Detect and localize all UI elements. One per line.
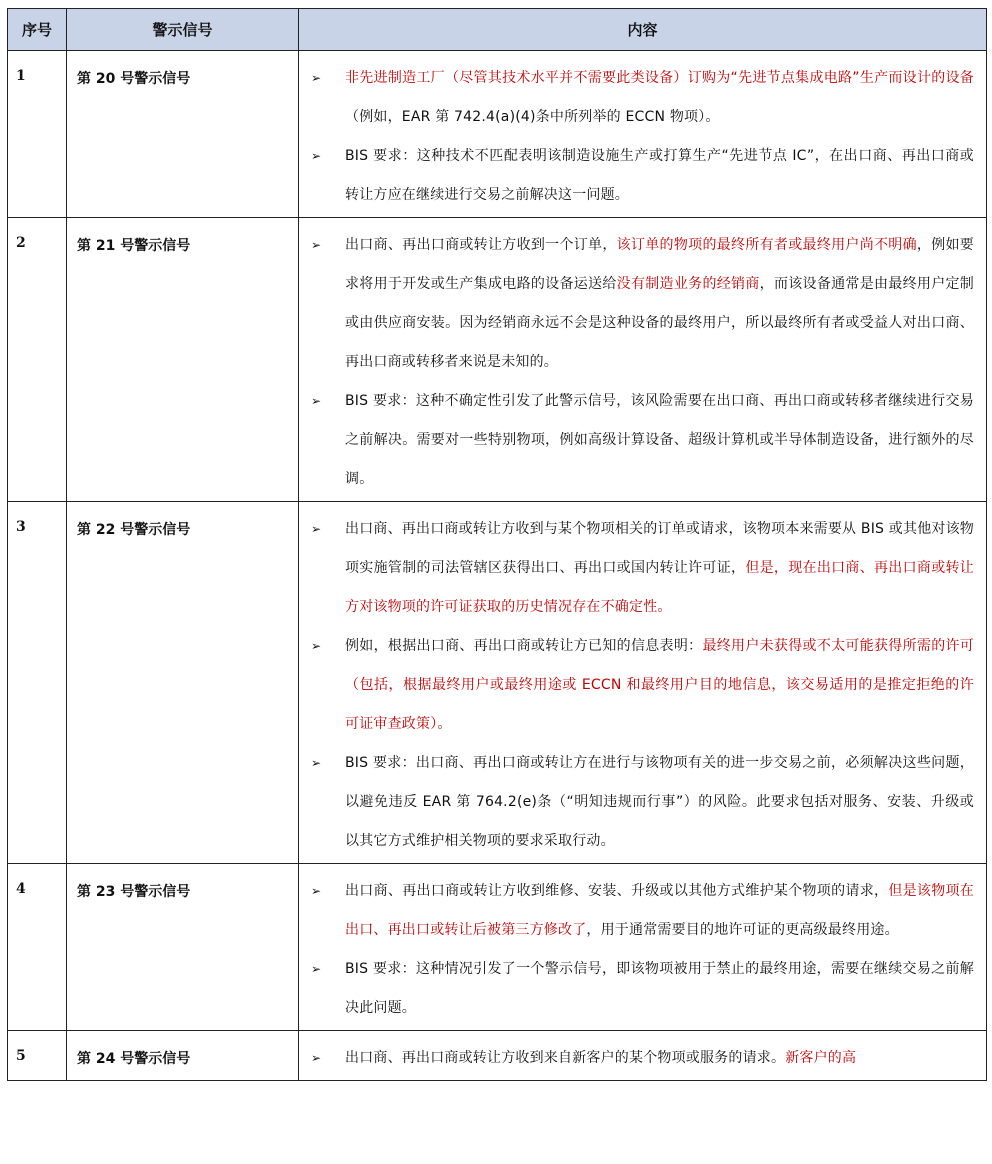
header-num: 序号 bbox=[8, 9, 67, 51]
bullet-text bbox=[345, 510, 974, 627]
bullet-text bbox=[345, 59, 974, 137]
bullet-item bbox=[311, 950, 974, 1028]
signal-title: 第 20 号警示信号 bbox=[67, 51, 299, 218]
bullet-item bbox=[311, 744, 974, 861]
table-body bbox=[8, 51, 987, 1081]
arrow-bullet-icon: ➢ bbox=[311, 71, 322, 85]
arrow-bullet-icon: ➢ bbox=[311, 149, 322, 163]
bullet-text bbox=[345, 950, 974, 1028]
bullet-item bbox=[311, 510, 974, 627]
body-text: BIS 要求：这种情况引发了一个警示信号，即该物项被用于禁止的最终用途，需要在继续交易之前解决此问题。 bbox=[345, 961, 974, 1016]
row-number: 1 bbox=[8, 51, 67, 218]
row-number: 3 bbox=[8, 502, 67, 864]
bullet-text bbox=[345, 872, 974, 950]
bullet-item bbox=[311, 59, 974, 137]
table-row bbox=[8, 51, 987, 218]
row-number: 5 bbox=[8, 1031, 67, 1081]
body-text: 出口商、再出口商或转让方收到一个订单， bbox=[345, 237, 617, 253]
row-number: 2 bbox=[8, 218, 67, 502]
bullet-item bbox=[311, 1039, 974, 1078]
table-row bbox=[8, 218, 987, 502]
highlighted-text: 但是该物项在出口、再出口或转让后被第三方修改了 bbox=[345, 883, 974, 938]
arrow-bullet-icon: ➢ bbox=[311, 394, 322, 408]
arrow-bullet-icon: ➢ bbox=[311, 756, 322, 770]
arrow-bullet-icon: ➢ bbox=[311, 1051, 322, 1065]
highlighted-text: 没有制造业务的经销商 bbox=[616, 276, 760, 292]
bullet-text bbox=[345, 744, 974, 861]
bullet-item bbox=[311, 872, 974, 950]
highlighted-text: 该订单的物项的最终所有者或最终用户尚不明确 bbox=[616, 237, 917, 253]
bullet-item bbox=[311, 226, 974, 382]
body-text: ，用于通常需要目的地许可证的更高级最终用途。 bbox=[586, 922, 899, 938]
bullet-item bbox=[311, 627, 974, 744]
bullet-item bbox=[311, 382, 974, 499]
body-text: 出口商、再出口商或转让方收到来自新客户的某个物项或服务的请求。 bbox=[345, 1050, 786, 1066]
signal-title: 第 21 号警示信号 bbox=[67, 218, 299, 502]
bullet-text bbox=[345, 137, 974, 215]
body-text: BIS 要求：这种不确定性引发了此警示信号，该风险需要在出口商、再出口商或转移者继续进行交易之前解决。需要对一些特别物项，例如高级计算设备、超级计算机或半导体制造设备，进行额外的尽调。 bbox=[345, 393, 974, 487]
row-number: 4 bbox=[8, 864, 67, 1031]
bullet-text bbox=[345, 627, 974, 744]
highlighted-text: 最终用户未获得或不太可能获得所需的许可（包括，根据最终用户或最终用途或 ECCN 和最终用户目的地信息，该交易适用的是推定拒绝的许可证审查政策）。 bbox=[345, 638, 974, 732]
bullet-text bbox=[345, 226, 974, 382]
body-text: 出口商、再出口商或转让方收到与某个物项相关的订单或请求，该物项本来需要从 BIS 或其他对该物项实施管制的司法管辖区获得出口、再出口或国内转让许可证， bbox=[345, 521, 974, 576]
signal-content bbox=[299, 864, 987, 1031]
body-text: BIS 要求：出口商、再出口商或转让方在进行与该物项有关的进一步交易之前，必须解决这些问题，以避免违反 EAR 第 764.2(e)条（“明知违规而行事”）的风险。此要求包括对服务、安装、升级或以其它方式维护相关物项的要求采取行动。 bbox=[345, 755, 974, 849]
signal-content bbox=[299, 218, 987, 502]
bullet-text bbox=[345, 1039, 974, 1078]
signal-content bbox=[299, 1031, 987, 1081]
signal-title: 第 23 号警示信号 bbox=[67, 864, 299, 1031]
body-text: （例如，EAR 第 742.4(a)(4)条中所列举的 ECCN 物项）。 bbox=[345, 109, 720, 125]
signal-title: 第 24 号警示信号 bbox=[67, 1031, 299, 1081]
table-row bbox=[8, 502, 987, 864]
table-row bbox=[8, 864, 987, 1031]
body-text: ，例如要求将用于开发或生产集成电路的设备运送给 bbox=[345, 237, 974, 292]
bullet-text bbox=[345, 382, 974, 499]
highlighted-text: 新客户的高 bbox=[785, 1050, 857, 1066]
bullet-item bbox=[311, 137, 974, 215]
body-text: BIS 要求：这种技术不匹配表明该制造设施生产或打算生产“先进节点 IC”，在出口商、再出口商或转让方应在继续进行交易之前解决这一问题。 bbox=[345, 148, 974, 203]
table-row bbox=[8, 1031, 987, 1081]
arrow-bullet-icon: ➢ bbox=[311, 238, 322, 252]
arrow-bullet-icon: ➢ bbox=[311, 884, 322, 898]
table-header-row bbox=[8, 9, 987, 51]
body-text: 出口商、再出口商或转让方收到维修、安装、升级或以其他方式维护某个物项的请求， bbox=[345, 883, 889, 899]
highlighted-text: 非先进制造工厂（尽管其技术水平并不需要此类设备）订购为“先进节点集成电路”生产而设计的设备 bbox=[345, 70, 974, 86]
body-text: 例如，根据出口商、再出口商或转让方已知的信息表明： bbox=[345, 638, 703, 654]
signal-title: 第 22 号警示信号 bbox=[67, 502, 299, 864]
header-signal: 警示信号 bbox=[67, 9, 299, 51]
signal-content bbox=[299, 51, 987, 218]
header-content: 内容 bbox=[299, 9, 987, 51]
warning-signals-table bbox=[7, 8, 987, 1081]
arrow-bullet-icon: ➢ bbox=[311, 522, 322, 536]
signal-content bbox=[299, 502, 987, 864]
arrow-bullet-icon: ➢ bbox=[311, 962, 322, 976]
body-text: ，而该设备通常是由最终用户定制或由供应商安装。因为经销商永远不会是这种设备的最终用户，所以最终所有者或受益人对出口商、再出口商或转移者来说是未知的。 bbox=[345, 276, 975, 370]
highlighted-text: 但是，现在出口商、再出口商或转让方对该物项的许可证获取的历史情况存在不确定性。 bbox=[345, 560, 974, 615]
arrow-bullet-icon: ➢ bbox=[311, 639, 322, 653]
